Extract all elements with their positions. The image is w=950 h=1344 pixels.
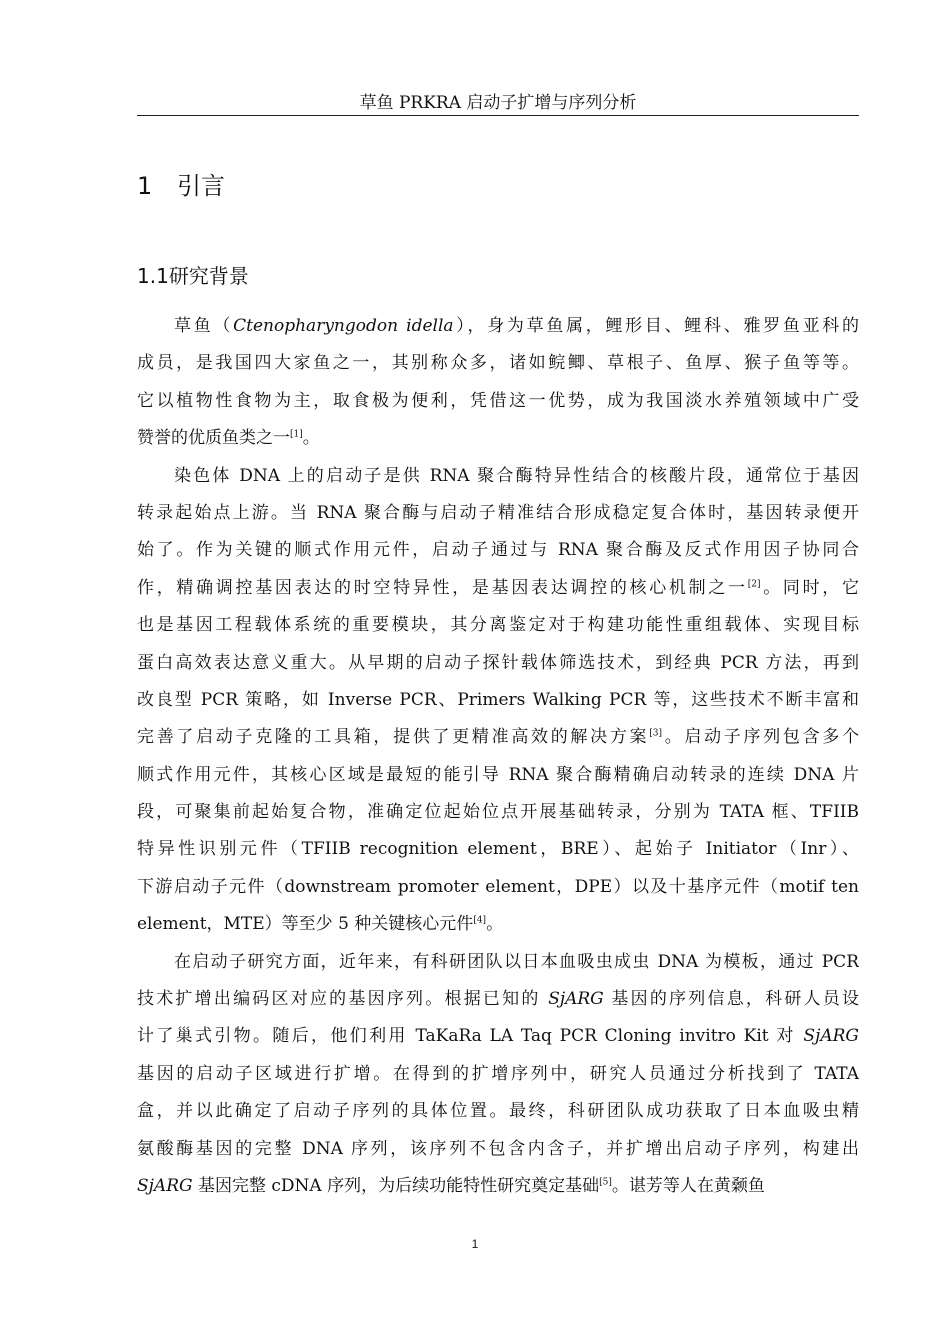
text-line bbox=[137, 495, 859, 532]
text-line bbox=[137, 981, 859, 1018]
text-line bbox=[137, 1056, 859, 1093]
line-text: 特异性识别元件（TFIIB recognition element，BRE）、起始子 Initiator（Inr）、 bbox=[137, 839, 859, 860]
line-text: SjARG 基因完整 cDNA 序列，为后续功能特性研究奠定基础 bbox=[137, 1175, 600, 1196]
line-text: 它以植物性食物为主，取食极为便利，凭借这一优势，成为我国淡水养殖领域中广受 bbox=[137, 390, 859, 411]
line-text: 成员，是我国四大家鱼之一，其别称众多，诸如鲩鲫、草根子、鱼厚、猴子鱼等等。 bbox=[137, 353, 859, 374]
citation-marker: [2] bbox=[747, 579, 761, 590]
line-text: 氨酸酶基因的完整 DNA 序列，该序列不包含内含子，并扩增出启动子序列，构建出 bbox=[137, 1138, 859, 1159]
text-line bbox=[137, 1093, 859, 1130]
line-text: 盒，并以此确定了启动子序列的具体位置。最终，科研团队成功获取了日本血吸虫精 bbox=[137, 1101, 859, 1122]
line-text: 始了。作为关键的顺式作用元件，启动子通过与 RNA 聚合酶及反式作用因子协同合 bbox=[137, 540, 859, 561]
line-text-tail: 。 bbox=[486, 914, 504, 935]
line-text: 在启动子研究方面，近年来，有科研团队以日本血吸虫成虫 DNA 为模板，通过 PCR bbox=[174, 951, 859, 972]
text-line bbox=[137, 869, 859, 906]
line-text: 完善了启动子克隆的工具箱，提供了更精准高效的解决方案 bbox=[137, 727, 650, 748]
chapter-title: 引言 bbox=[177, 172, 225, 200]
line-text: 染色体 DNA 上的启动子是供 RNA 聚合酶特异性结合的核酸片段，通常位于基因 bbox=[174, 465, 859, 486]
text-line bbox=[137, 345, 859, 382]
text-line bbox=[137, 682, 859, 719]
line-text: 下游启动子元件（downstream promoter element，DPE）以及十基序元件（motif ten bbox=[137, 876, 859, 897]
section-title: 研究背景 bbox=[168, 264, 249, 288]
italic-term: Ctenopharyngodon idella bbox=[233, 316, 454, 336]
line-text-tail: 。谌芳等人在黄颡鱼 bbox=[611, 1175, 765, 1196]
text-line bbox=[137, 308, 859, 345]
line-text: 计了巢式引物。随后，他们利用 TaKaRa LA Taq PCR Cloning invitro Kit 对 SjARG bbox=[137, 1026, 859, 1047]
line-text: 基因的启动子区域进行扩增。在得到的扩增序列中，研究人员通过分析找到了 TATA bbox=[137, 1063, 859, 1084]
citation-marker: [5] bbox=[599, 1177, 612, 1188]
body-text bbox=[137, 308, 859, 1205]
running-header: 草鱼 PRKRA 启动子扩增与序列分析 bbox=[137, 93, 859, 116]
line-text: 蛋白高效表达意义重大。从早期的启动子探针载体筛选技术，到经典 PCR 方法，再到 bbox=[137, 652, 859, 673]
text-line bbox=[137, 1168, 859, 1205]
citation-marker: [1] bbox=[290, 429, 303, 440]
text-line bbox=[137, 794, 859, 831]
section-heading bbox=[137, 262, 249, 290]
text-line bbox=[137, 570, 859, 607]
line-text: element，MTE）等至少 5 种关键核心元件 bbox=[137, 914, 474, 935]
paragraph bbox=[137, 944, 859, 1206]
line-text: 也是基因工程载体系统的重要模块，其分离鉴定对于构建功能性重组载体、实现目标 bbox=[137, 615, 859, 636]
chapter-heading bbox=[137, 170, 225, 202]
line-text: 顺式作用元件，其核心区域是最短的能引导 RNA 聚合酶精确启动转录的连续 DNA 片 bbox=[137, 764, 859, 785]
text-line bbox=[137, 607, 859, 644]
citation-marker: [3] bbox=[649, 728, 662, 739]
text-line bbox=[137, 757, 859, 794]
line-text: 赞誉的优质鱼类之一 bbox=[137, 428, 290, 449]
text-line bbox=[137, 458, 859, 495]
text-line bbox=[137, 1018, 859, 1055]
text-line bbox=[137, 719, 859, 756]
text-line bbox=[137, 906, 859, 943]
text-line bbox=[137, 532, 859, 569]
italic-term: SjARG bbox=[137, 1175, 193, 1196]
section-number: 1.1 bbox=[137, 264, 169, 288]
paragraph bbox=[137, 308, 859, 458]
line-text: 技术扩增出编码区对应的基因序列。根据已知的 SjARG 基因的序列信息，科研人员设 bbox=[137, 989, 859, 1010]
line-text: 改良型 PCR 策略，如 Inverse PCR、Primers Walking PCR 等，这些技术不断丰富和 bbox=[137, 689, 859, 710]
page-number: 1 bbox=[471, 1237, 479, 1251]
line-text: 草鱼（Ctenopharyngodon idella），身为草鱼属，鲤形目、鲤科、雅罗鱼亚科的 bbox=[174, 316, 859, 336]
text-line bbox=[137, 383, 859, 420]
line-text-tail: 。同时，它 bbox=[760, 577, 859, 598]
paragraph bbox=[137, 458, 859, 944]
line-text-tail: 。 bbox=[302, 428, 320, 449]
line-text: 段，可聚集前起始复合物，准确定位起始位点开展基础转录，分别为 TATA 框、TFIIB bbox=[137, 802, 859, 823]
text-line bbox=[137, 944, 859, 981]
text-line bbox=[137, 1131, 859, 1168]
text-line bbox=[137, 645, 859, 682]
line-text-tail: 。启动子序列包含多个 bbox=[662, 727, 859, 748]
citation-marker: [4] bbox=[473, 915, 487, 926]
text-line bbox=[137, 831, 859, 868]
italic-term: SjARG bbox=[803, 1026, 859, 1047]
chapter-number: 1 bbox=[137, 172, 153, 200]
text-line bbox=[137, 420, 859, 457]
line-text: 作，精确调控基因表达的时空特异性，是基因表达调控的核心机制之一 bbox=[137, 577, 748, 598]
italic-term: SjARG bbox=[548, 989, 604, 1010]
line-text: 转录起始点上游。当 RNA 聚合酶与启动子精准结合形成稳定复合体时，基因转录便开 bbox=[137, 502, 859, 523]
